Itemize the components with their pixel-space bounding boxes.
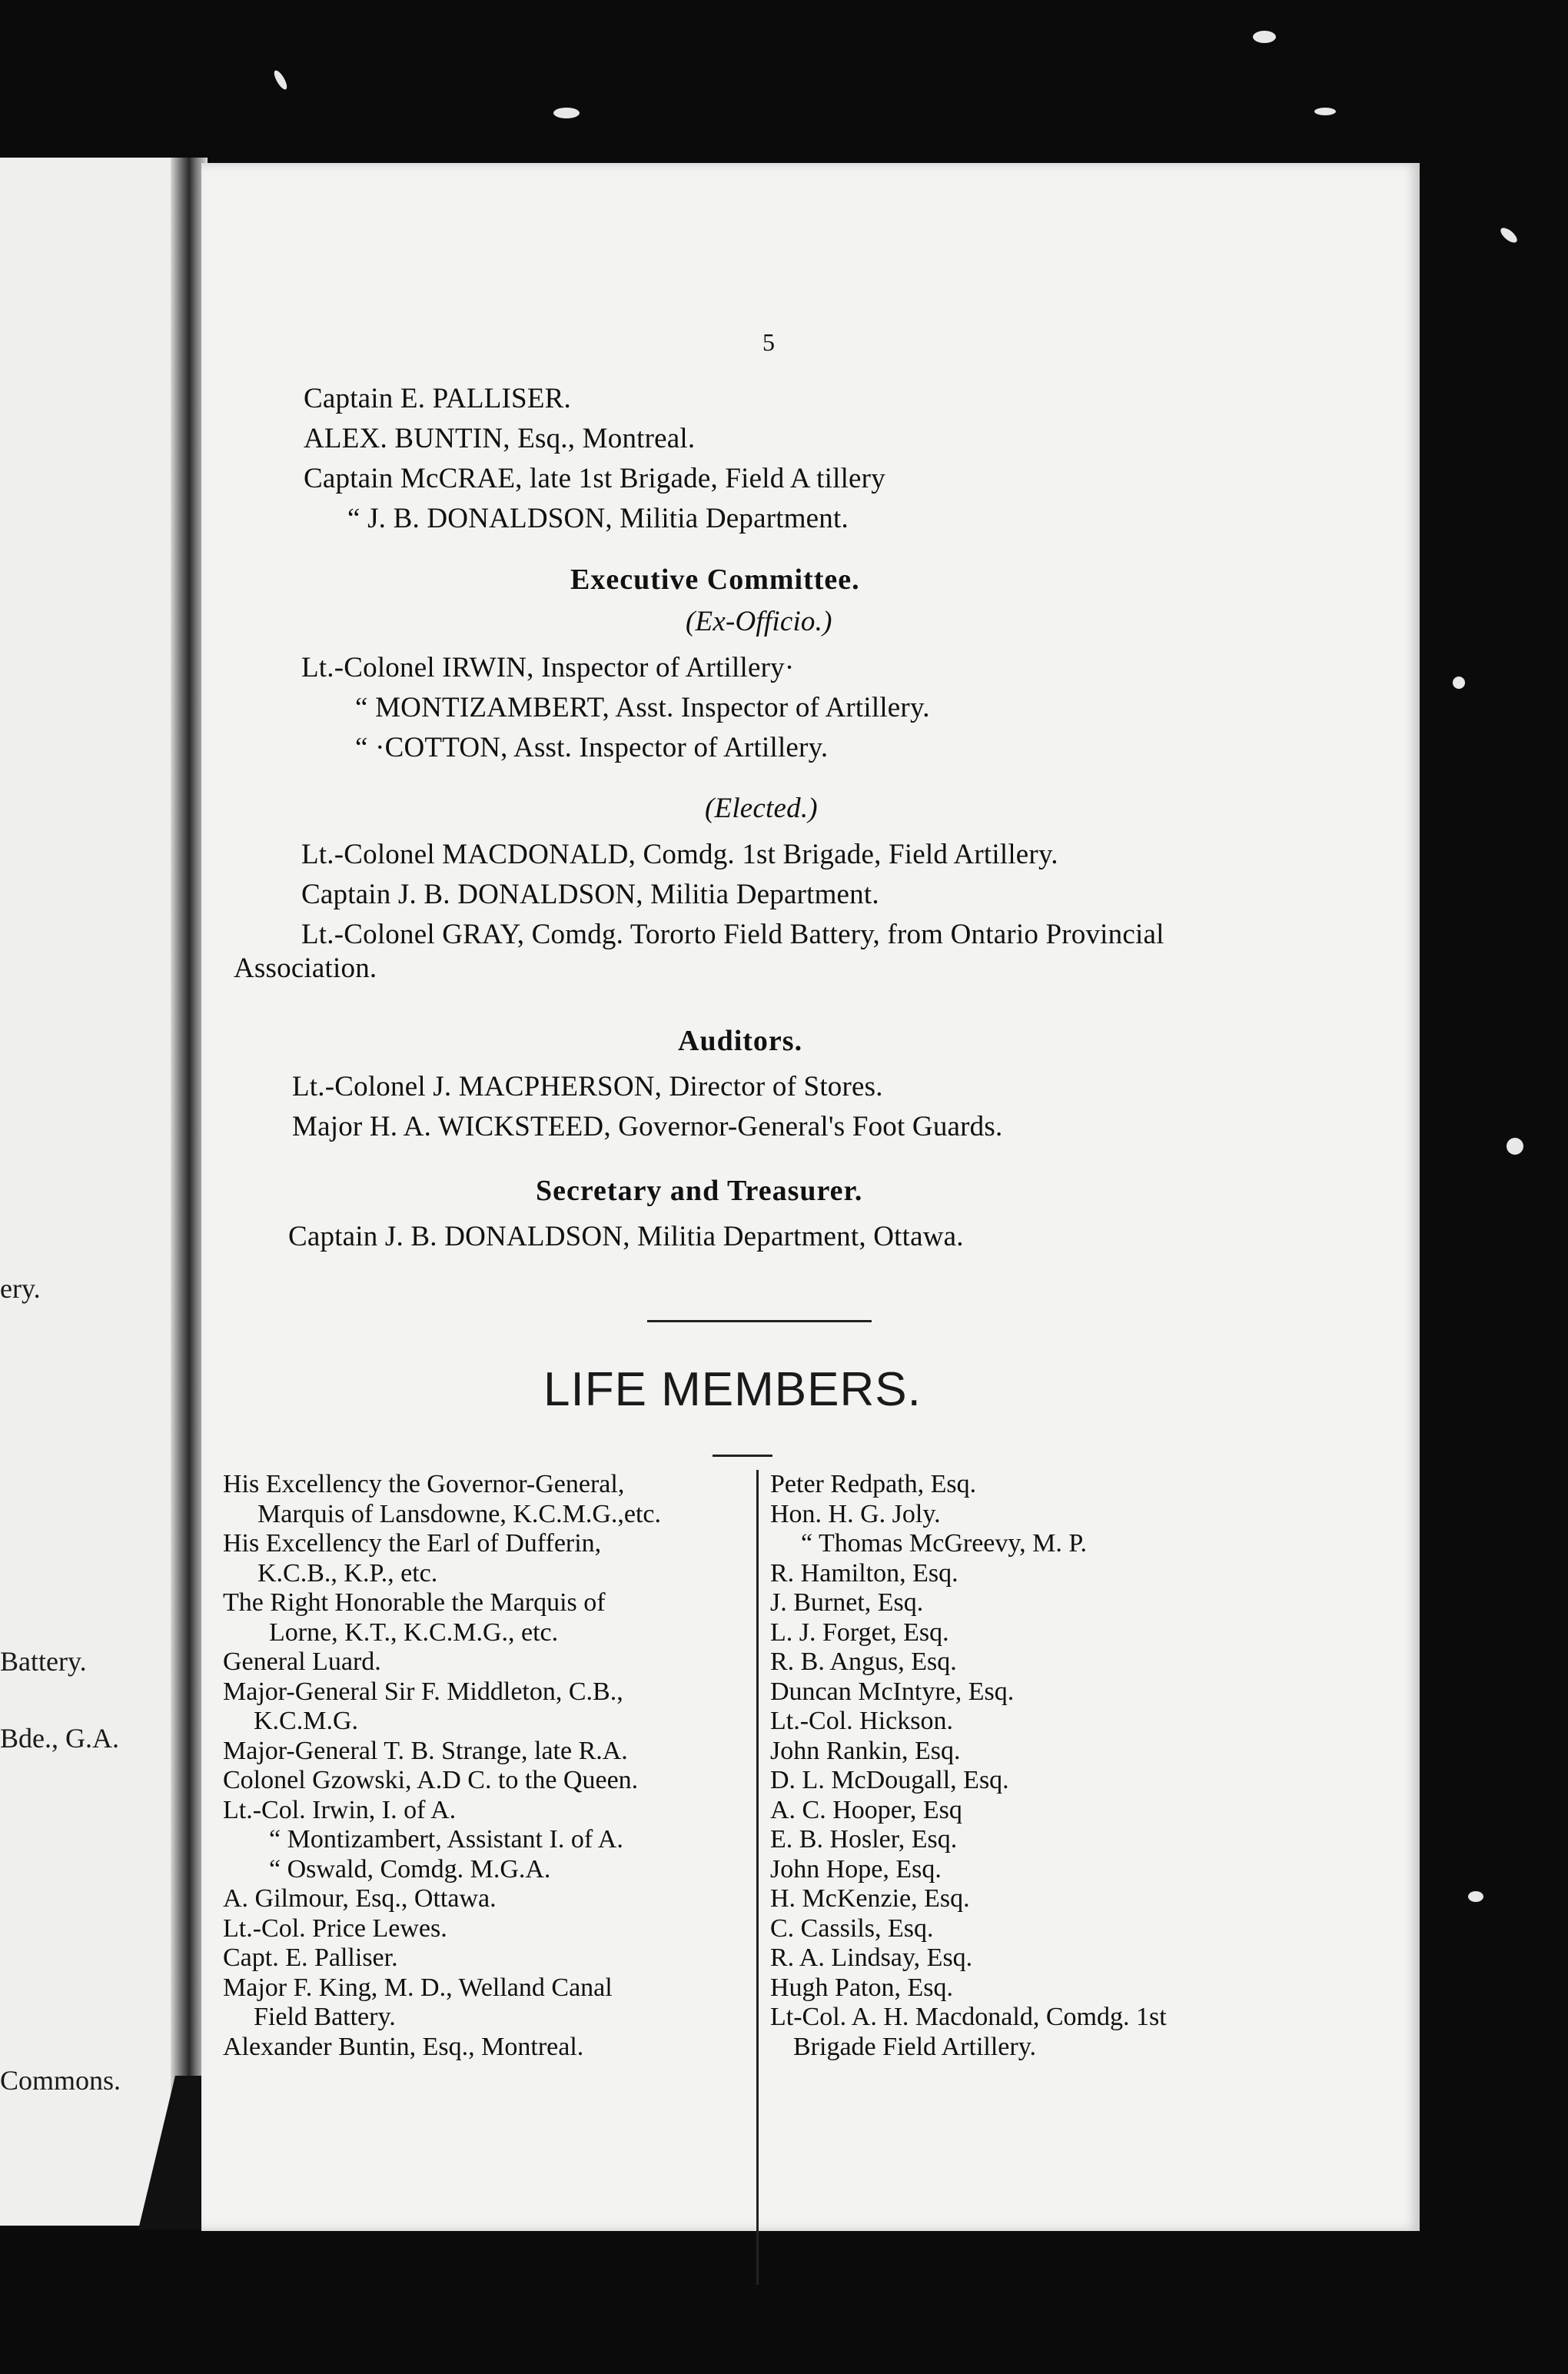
list-item: Lt.-Colonel IRWIN, Inspector of Artillery· (301, 652, 795, 683)
list-item: “ MONTIZAMBERT, Asst. Inspector of Artillery. (355, 692, 930, 723)
list-item: His Excellency the Governor-General, (223, 1470, 625, 1498)
dust-speck (1314, 108, 1336, 115)
list-item: Brigade Field Artillery. (793, 2032, 1037, 2061)
dust-speck (1507, 1138, 1523, 1155)
list-item: J. Burnet, Esq. (770, 1588, 924, 1617)
dust-speck (553, 108, 580, 118)
life-members-left-column (223, 1470, 661, 2062)
left-fragment-text: Commons. (0, 2065, 121, 2096)
dust-speck (1453, 677, 1465, 689)
divider-rule (713, 1455, 772, 1457)
list-item: Major H. A. WICKSTEED, Governor-General's Foot Guards. (292, 1111, 1003, 1142)
list-item: Lorne, K.T., K.C.M.G., etc. (269, 1618, 559, 1647)
list-item: ALEX. BUNTIN, Esq., Montreal. (304, 423, 696, 454)
section-heading: Executive Committee. (570, 564, 860, 596)
list-item: John Hope, Esq. (770, 1854, 942, 1884)
dust-speck (1498, 225, 1520, 245)
list-item: C. Cassils, Esq. (770, 1913, 934, 1943)
list-item: Major-General T. B. Strange, late R.A. (223, 1736, 628, 1765)
list-item: Colonel Gzowski, A.D C. to the Queen. (223, 1766, 639, 1794)
list-item: “ ·COTTON, Asst. Inspector of Artillery. (355, 732, 829, 763)
list-item: Hon. H. G. Joly. (770, 1499, 941, 1528)
list-item: Association. (234, 953, 377, 984)
left-fragment-text: Battery. (0, 1646, 87, 1677)
dust-speck (1253, 31, 1276, 43)
list-item: Peter Redpath, Esq. (770, 1470, 977, 1498)
list-item: D. L. McDougall, Esq. (770, 1766, 1009, 1794)
list-item: Lt-Col. A. H. Macdonald, Comdg. 1st (770, 2003, 1167, 2031)
dust-speck (272, 68, 290, 91)
list-item: Captain J. B. DONALDSON, Militia Department. (301, 879, 879, 910)
list-item: K.C.B., K.P., etc. (257, 1558, 438, 1588)
dust-speck (1468, 1891, 1483, 1902)
life-members-title: LIFE MEMBERS. (543, 1363, 922, 1416)
list-item: The Right Honorable the Marquis of (223, 1588, 606, 1617)
column-divider (756, 1470, 759, 2285)
section-heading: Auditors. (678, 1025, 803, 1057)
section-subheading: (Ex-Officio.) (686, 606, 832, 637)
page-number: 5 (762, 328, 776, 356)
list-item: Lt.-Col. Hickson. (770, 1707, 953, 1735)
list-item: Lt.-Col. Price Lewes. (223, 1913, 447, 1943)
section-subheading: (Elected.) (705, 793, 818, 824)
left-page-fragment (0, 158, 184, 2226)
list-item: Captain E. PALLISER. (304, 383, 571, 414)
document-page (201, 163, 1420, 2231)
list-item: A. C. Hooper, Esq (770, 1795, 962, 1824)
list-item: L. J. Forget, Esq. (770, 1618, 949, 1647)
list-item: Field Battery. (254, 2003, 396, 2031)
list-item: “ J. B. DONALDSON, Militia Department. (347, 503, 849, 534)
list-item: Lt.-Colonel J. MACPHERSON, Director of Stores. (292, 1071, 883, 1102)
list-item: Captain McCRAE, late 1st Brigade, Field A tillery (304, 463, 885, 494)
list-item: Lt.-Col. Irwin, I. of A. (223, 1795, 457, 1824)
list-item: Alexander Buntin, Esq., Montreal. (223, 2032, 584, 2061)
list-item: Captain J. B. DONALDSON, Militia Department, Ottawa. (288, 1221, 964, 1252)
list-item: John Rankin, Esq. (770, 1736, 961, 1765)
list-item: E. B. Hosler, Esq. (770, 1825, 958, 1854)
list-item: Lt.-Colonel GRAY, Comdg. Tororto Field Battery, from Ontario Provincial (301, 919, 1164, 950)
list-item: Capt. E. Palliser. (223, 1943, 398, 1972)
section-heading: Secretary and Treasurer. (536, 1175, 863, 1207)
list-item: A. Gilmour, Esq., Ottawa. (223, 1884, 497, 1913)
list-item: His Excellency the Earl of Dufferin, (223, 1529, 602, 1558)
list-item: General Luard. (223, 1648, 381, 1676)
list-item: “ Montizambert, Assistant I. of A. (269, 1825, 623, 1854)
list-item: Hugh Paton, Esq. (770, 1973, 953, 2002)
list-item: H. McKenzie, Esq. (770, 1884, 970, 1913)
left-fragment-text: Bde., G.A. (0, 1723, 119, 1754)
list-item: R. Hamilton, Esq. (770, 1558, 958, 1588)
list-item: “ Oswald, Comdg. M.G.A. (269, 1854, 551, 1884)
left-fragment-text: ery. (0, 1273, 41, 1304)
life-members-right-column (770, 1470, 1167, 2062)
list-item: Major F. King, M. D., Welland Canal (223, 1973, 613, 2002)
list-item: R. A. Lindsay, Esq. (770, 1943, 973, 1972)
divider-rule (647, 1320, 872, 1322)
list-item: Marquis of Lansdowne, K.C.M.G.,etc. (257, 1499, 662, 1528)
list-item: Duncan McIntyre, Esq. (770, 1677, 1015, 1706)
list-item: “ Thomas McGreevy, M. P. (801, 1529, 1088, 1558)
list-item: R. B. Angus, Esq. (770, 1648, 957, 1676)
list-item: K.C.M.G. (254, 1707, 359, 1735)
list-item: Major-General Sir F. Middleton, C.B., (223, 1677, 623, 1706)
list-item: Lt.-Colonel MACDONALD, Comdg. 1st Brigade, Field Artillery. (301, 839, 1058, 870)
